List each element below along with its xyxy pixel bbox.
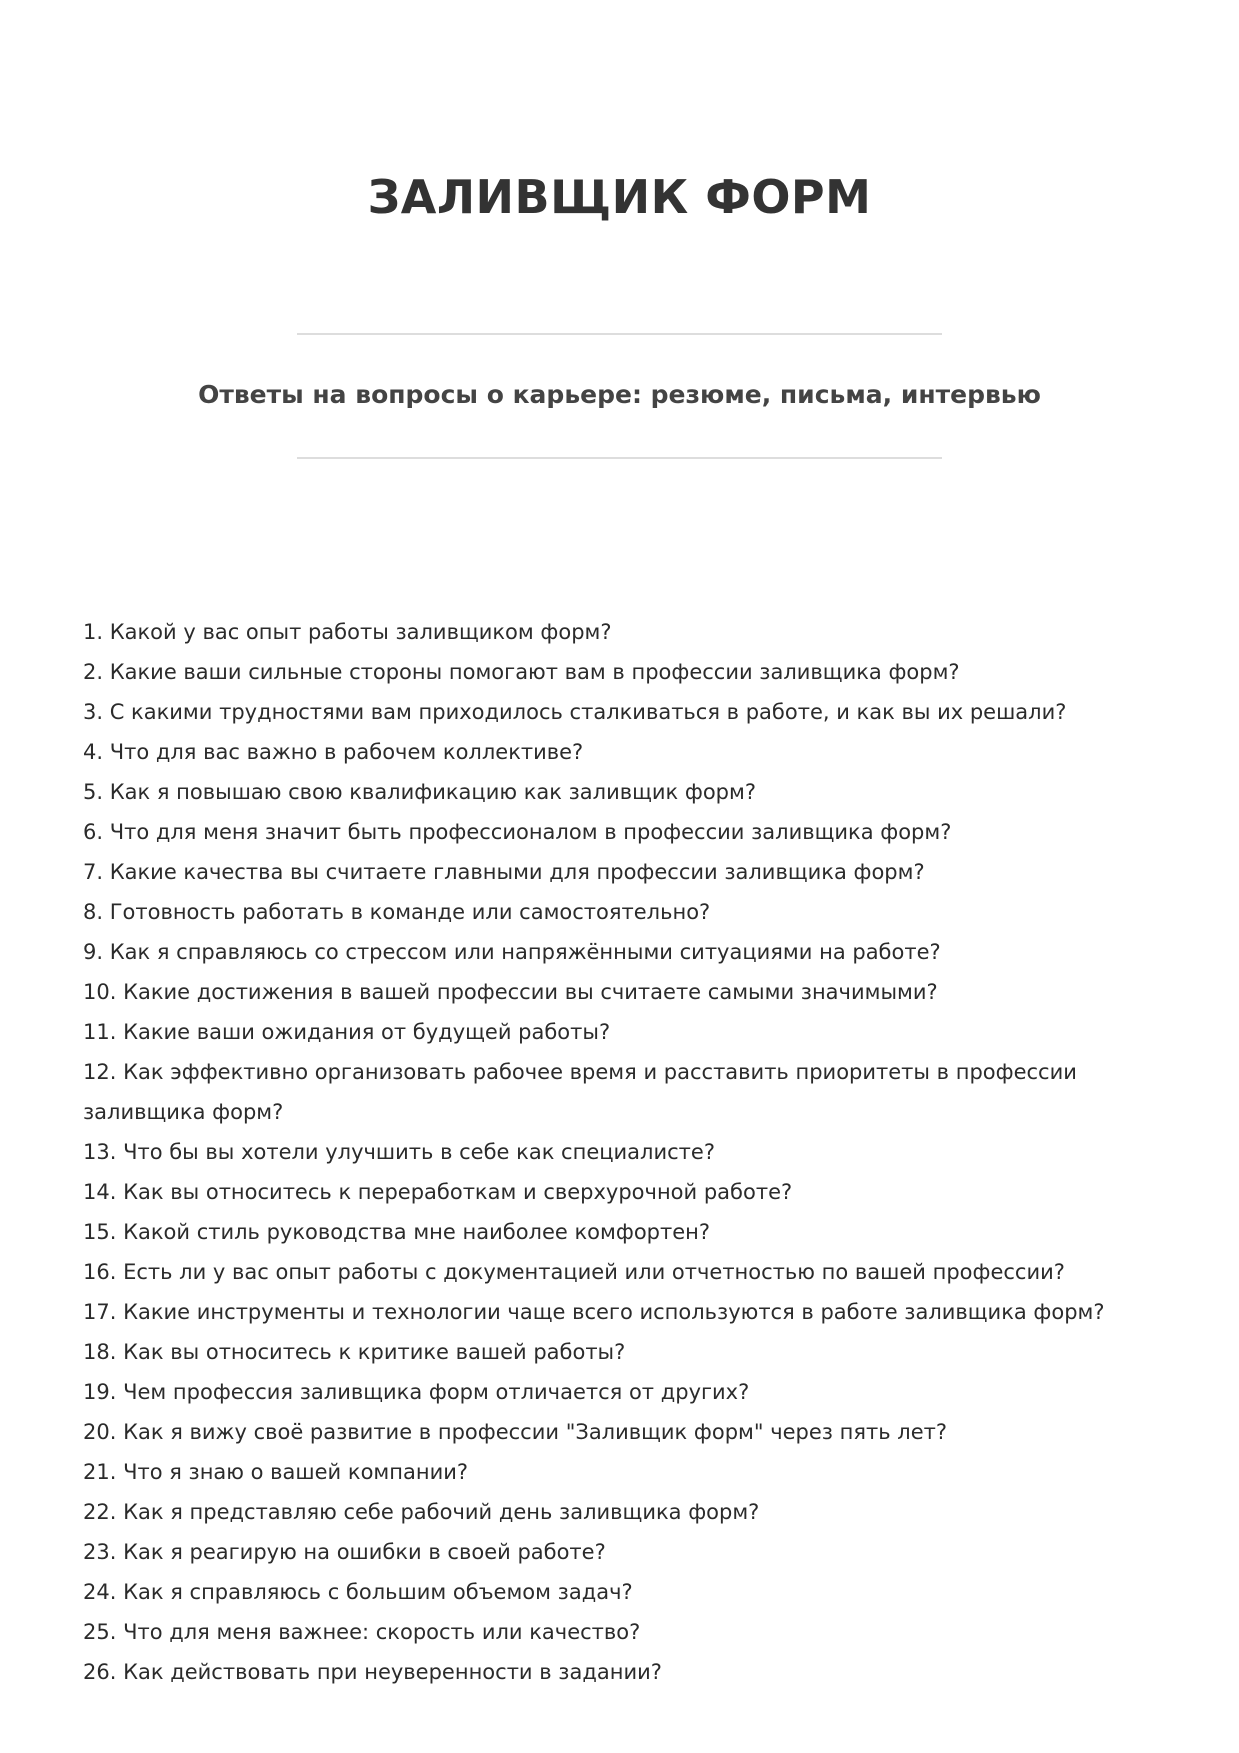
question-item: 6. Что для меня значит быть профессионалом в профессии заливщика форм? bbox=[83, 820, 952, 844]
question-item: 24. Как я справляюсь с большим объемом задач? bbox=[83, 1580, 633, 1604]
question-item: 5. Как я повышаю свою квалификацию как заливщик форм? bbox=[83, 780, 757, 804]
question-item: 12. Как эффективно организовать рабочее время и расставить приоритеты в профессии заливщика форм? bbox=[83, 1060, 1077, 1124]
question-item: 15. Какой стиль руководства мне наиболее комфортен? bbox=[83, 1220, 711, 1244]
question-item: 18. Как вы относитесь к критике вашей работы? bbox=[83, 1340, 626, 1364]
question-item: 4. Что для вас важно в рабочем коллективе? bbox=[83, 740, 584, 764]
question-item: 1. Какой у вас опыт работы заливщиком форм? bbox=[83, 620, 612, 644]
question-item: 26. Как действовать при неуверенности в задании? bbox=[83, 1660, 662, 1684]
divider-bottom bbox=[297, 457, 942, 459]
question-item: 16. Есть ли у вас опыт работы с документацией или отчетностью по вашей профессии? bbox=[83, 1260, 1065, 1284]
question-item: 7. Какие качества вы считаете главными для профессии заливщика форм? bbox=[83, 860, 925, 884]
question-item: 25. Что для меня важнее: скорость или качество? bbox=[83, 1620, 641, 1644]
page-title: ЗАЛИВЩИК ФОРМ bbox=[367, 170, 872, 224]
question-item: 9. Как я справляюсь со стрессом или напряжёнными ситуациями на работе? bbox=[83, 940, 941, 964]
question-item: 22. Как я представляю себе рабочий день заливщика форм? bbox=[83, 1500, 760, 1524]
question-item: 14. Как вы относитесь к переработкам и сверхурочной работе? bbox=[83, 1180, 793, 1204]
question-item: 23. Как я реагирую на ошибки в своей работе? bbox=[83, 1540, 606, 1564]
question-item: 3. С какими трудностями вам приходилось сталкиваться в работе, и как вы их решали? bbox=[83, 700, 1067, 724]
question-item: 19. Чем профессия заливщика форм отличается от других? bbox=[83, 1380, 750, 1404]
question-item: 20. Как я вижу своё развитие в профессии "Заливщик форм" через пять лет? bbox=[83, 1420, 948, 1444]
page-subtitle: Ответы на вопросы о карьере: резюме, письма, интервью bbox=[198, 380, 1041, 409]
question-item: 10. Какие достижения в вашей профессии вы считаете самыми значимыми? bbox=[83, 980, 938, 1004]
divider-top bbox=[297, 333, 942, 335]
question-list bbox=[83, 612, 1158, 1692]
question-item: 2. Какие ваши сильные стороны помогают вам в профессии заливщика форм? bbox=[83, 660, 960, 684]
question-item: 13. Что бы вы хотели улучшить в себе как специалисте? bbox=[83, 1140, 715, 1164]
question-item: 21. Что я знаю о вашей компании? bbox=[83, 1460, 469, 1484]
question-item: 17. Какие инструменты и технологии чаще всего используются в работе заливщика форм? bbox=[83, 1300, 1105, 1324]
question-item: 11. Какие ваши ожидания от будущей работы? bbox=[83, 1020, 611, 1044]
question-item: 8. Готовность работать в команде или самостоятельно? bbox=[83, 900, 711, 924]
